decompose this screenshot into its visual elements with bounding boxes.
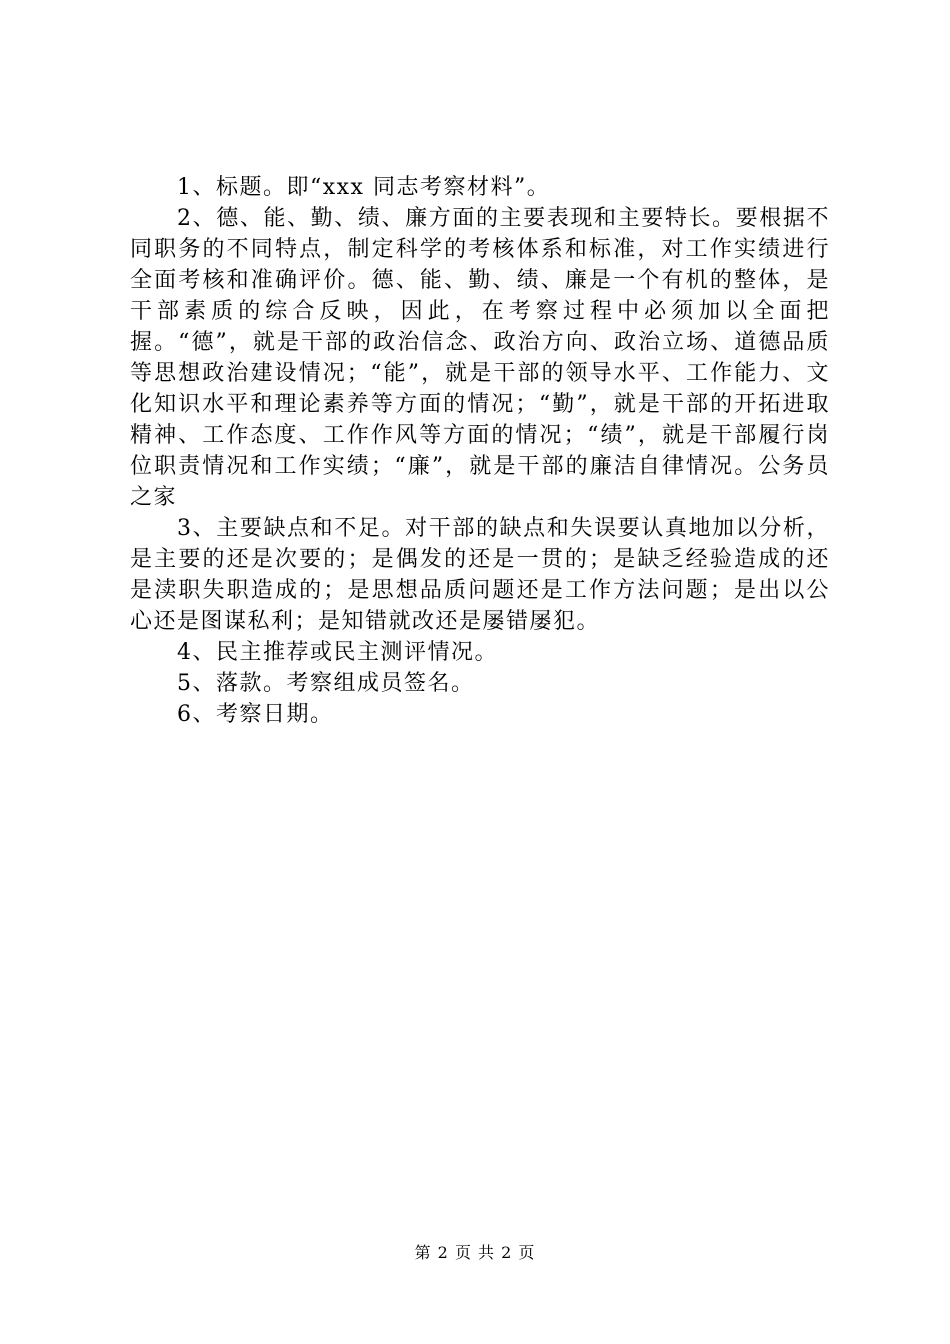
- paragraph-evaluation-item: 4、民主推荐或民主测评情况。: [177, 640, 498, 665]
- page-number-footer: 第 2 页 共 2 页: [414, 1243, 536, 1262]
- paragraph-performance-item: 2、德、能、勤、绩、廉方面的主要表现和主要特长。要根据不同职务的不同特点，制定科学的考核体系和标准，对工作实绩进行全面考核和准确评价。德、能、勤、绩、廉是一个有机的整体，是干部素质的综合反映，因此，在考察过程中必须加以全面把握。“德”，就是干部的政治信念、政治方向、政治立场、道德品质等思想政治建设情况；“能”，就是干部的领导水平、工作能力、文化知识水平和理论素养等方面的情况；“勤”，就是干部的开拓进取精神、工作态度、工作作风等方面的情况；“绩”，就是干部履行岗位职责情况和工作实绩；“廉”，就是干部的廉洁自律情况。公务员之家: [130, 206, 830, 510]
- paragraph-shortcomings-item: 3、主要缺点和不足。对干部的缺点和失误要认真地加以分析，是主要的还是次要的；是偶发的还是一贯的；是缺乏经验造成的还是渎职失职造成的；是思想品质问题还是工作方法问题；是出以公心还是图谋私利；是知错就改还是屡错屡犯。: [130, 516, 830, 634]
- paragraph-title-item: 1、标题。即“xxx 同志考察材料”。: [177, 175, 551, 200]
- paragraph-signature-item: 5、落款。考察组成员签名。: [177, 671, 475, 696]
- document-body: [130, 172, 830, 730]
- paragraph-date-item: 6、考察日期。: [177, 702, 334, 727]
